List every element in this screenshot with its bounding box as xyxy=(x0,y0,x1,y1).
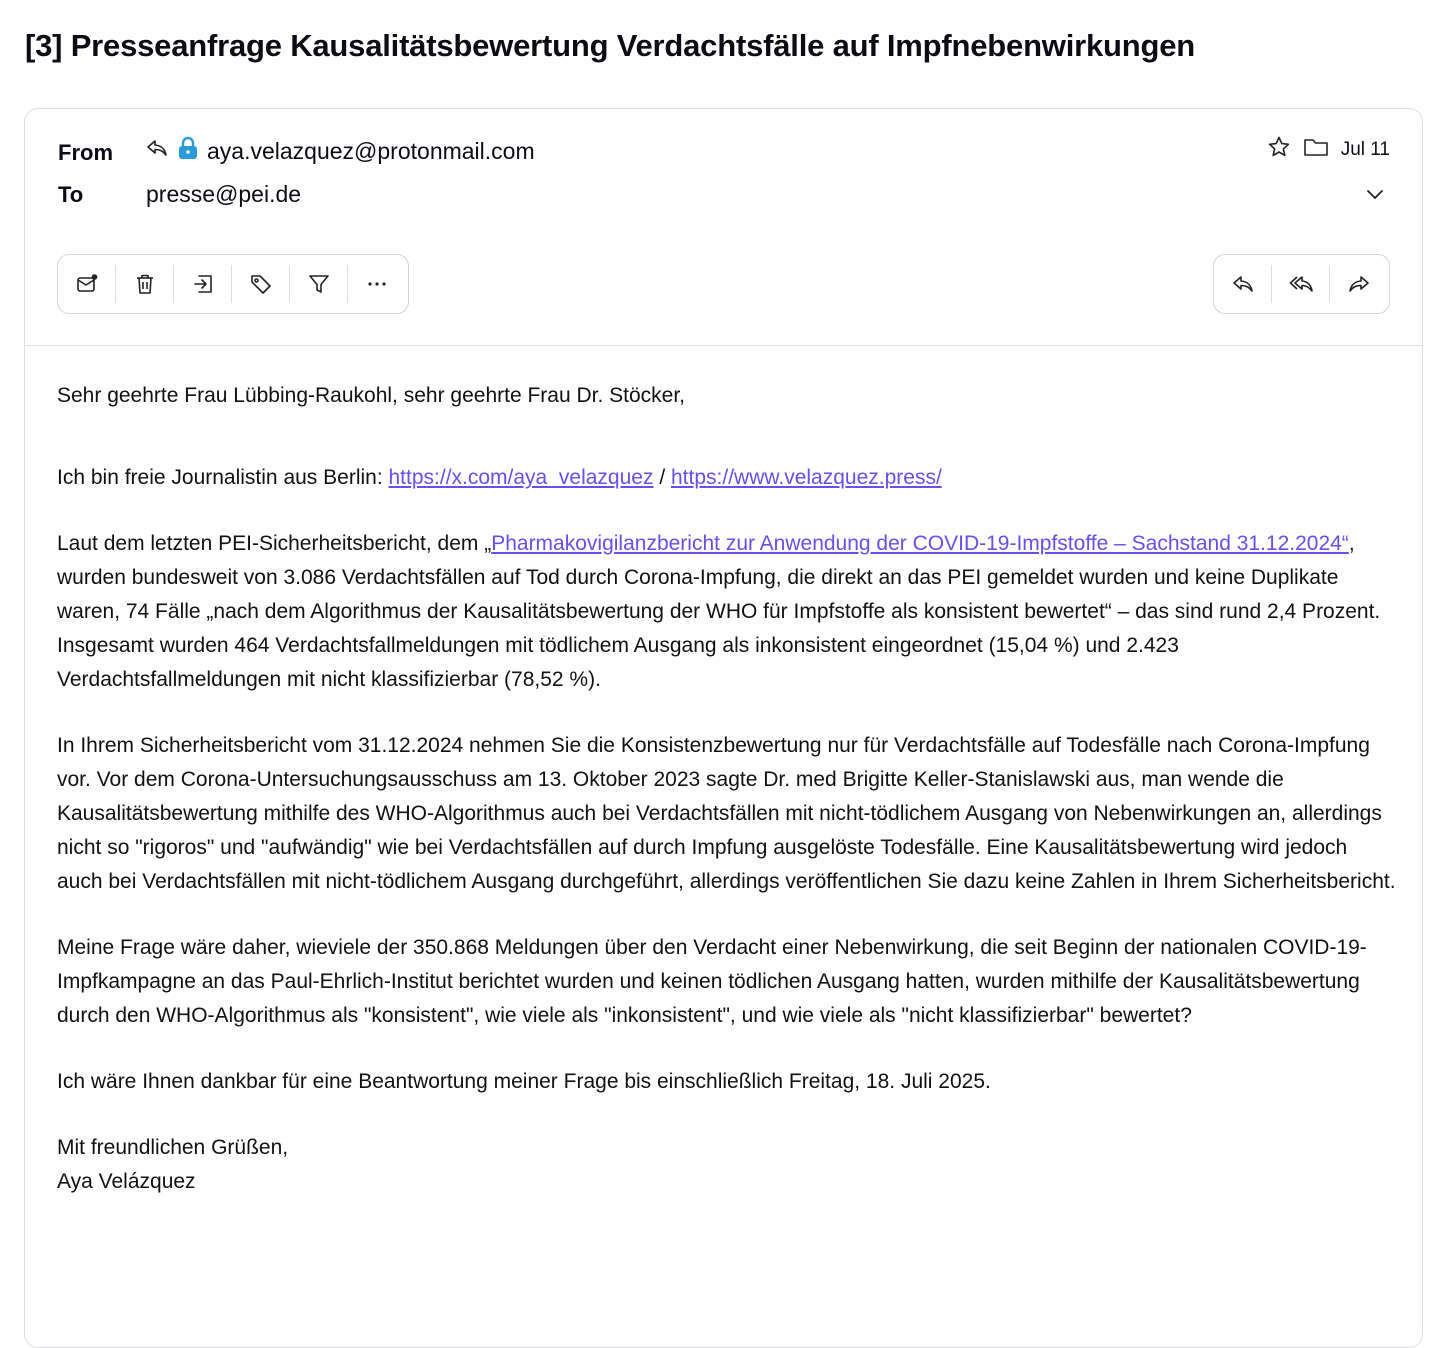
from-label: From xyxy=(58,140,113,165)
from-sender[interactable] xyxy=(145,136,535,166)
paragraph-1 xyxy=(57,527,1397,697)
mark-unread-icon xyxy=(75,272,99,296)
closing: Mit freundlichen Grüßen, xyxy=(57,1136,289,1159)
paragraph-3: Meine Frage wäre daher, wieviele der 350.868 Meldungen über den Verdacht einer Nebenwirkung, die seit Beginn der nationalen COVID-19-Impfkampagne an das Paul-Ehrlich-Institut berichtet wurden und keinen tödlichen Ausgang hatten, wurden mithilfe der Kausalitätsbewertung durch den WHO-Algorithmus als "konsistent", wie viele als "inkonsistent", und wie viele als "nicht klassifizierbar" bewertet? xyxy=(57,936,1367,1027)
delete-button[interactable] xyxy=(116,265,174,303)
paragraph-2: In Ihrem Sicherheitsbericht vom 31.12.2024 nehmen Sie die Konsistenzbewertung nur für Verdachtsfälle auf Todesfälle nach Corona-Impfung vor. Vor dem Corona-Untersuchungsausschuss am 13. Oktober 2023 sagte Dr. med Brigitte Keller-Stanislawski aus, man wende die Kausalitätsbewertung mithilfe des WHO-Algorithmus auch bei Verdachtsfällen mit nicht-tödlichem Ausgang von Nebenwirkungen an, allerdings nicht so "rigoros" und "aufwändig" wie bei Verdachtsfällen auf durch Impfung ausgelöste Todesfälle. Eine Kausalitätsbewertung wird jedoch auch bei Verdachtsfällen mit nicht-tödlichem Ausgang durchgeführt, allerdings veröffentlichen Sie dazu keine Zahlen in Ihrem Sicherheitsbericht. xyxy=(57,734,1396,893)
filter-icon xyxy=(307,272,331,296)
paragraph-4: Ich wäre Ihnen dankbar für eine Beantwortung meiner Frage bis einschließlich Freitag, 18. Juli 2025. xyxy=(57,1070,991,1093)
forward-icon xyxy=(1347,272,1371,296)
reply-actions-toolbar xyxy=(1213,254,1390,314)
more-button[interactable] xyxy=(348,265,406,303)
to-address[interactable]: presse@pei.de xyxy=(146,181,302,207)
p1-before: Laut dem letzten PEI-Sicherheitsbericht, dem „ xyxy=(57,532,492,555)
label-button[interactable] xyxy=(232,265,290,303)
p1-after: , wurden bundesweit von 3.086 Verdachtsfällen auf Tod durch Corona-Impfung, die direkt an das PEI gemeldet wurden und keine Duplikate waren, 74 Fälle „nach dem Algorithmus der Kausalitätsbewertung der WHO für Impfstoffe als konsistent bewertet“ – das sind rund 2,4 Prozent. Insgesamt wurden 464 Verdachtsfallmeldungen mit tödlichem Ausgang als inkonsistent eingeordnet (15,04 %) und 2.423 Verdachtsfallmeldungen mit nicht klassifizierbar (78,52 %). xyxy=(57,532,1381,691)
email-header xyxy=(25,109,1422,346)
email-subject: [3] Presseanfrage Kausalitätsbewertung Verdachtsfälle auf Impfnebenwirkungen xyxy=(25,28,1196,63)
x-profile-link[interactable]: https://x.com/aya_velazquez xyxy=(388,466,654,489)
signature: Aya Velázquez xyxy=(57,1170,196,1193)
message-meta xyxy=(1267,135,1390,165)
email-body xyxy=(57,379,1397,1199)
intro-paragraph xyxy=(57,461,1397,495)
more-icon xyxy=(365,272,389,296)
reply-all-icon xyxy=(1289,272,1313,296)
folder-icon[interactable] xyxy=(1303,135,1329,165)
website-link[interactable]: https://www.velazquez.press/ xyxy=(671,466,942,489)
reply-all-button[interactable] xyxy=(1272,265,1330,303)
trash-icon xyxy=(133,272,157,296)
intro-text: Ich bin freie Journalistin aus Berlin: xyxy=(57,466,389,489)
move-button[interactable] xyxy=(174,265,232,303)
message-date: Jul 11 xyxy=(1340,139,1390,160)
intro-separator: / xyxy=(653,466,671,489)
mark-unread-button[interactable] xyxy=(58,265,116,303)
label-icon xyxy=(249,272,273,296)
report-link[interactable]: Pharmakovigilanzbericht zur Anwendung der COVID-19-Impfstoffe – Sachstand 31.12.2024“ xyxy=(491,532,1349,555)
reply-icon xyxy=(145,136,169,166)
star-icon[interactable] xyxy=(1267,135,1291,165)
reply-button[interactable] xyxy=(1214,265,1272,303)
reply-icon xyxy=(1231,272,1255,296)
forward-button[interactable] xyxy=(1330,265,1388,303)
to-label: To xyxy=(58,182,84,207)
message-actions-toolbar xyxy=(57,254,409,314)
greeting: Sehr geehrte Frau Lübbing-Raukohl, sehr geehrte Frau Dr. Stöcker, xyxy=(57,384,686,407)
from-address: aya.velazquez@protonmail.com xyxy=(207,137,535,164)
move-icon xyxy=(191,272,215,296)
email-card xyxy=(24,108,1423,1348)
filter-button[interactable] xyxy=(290,265,348,303)
lock-icon xyxy=(177,136,199,166)
chevron-down-icon[interactable] xyxy=(1364,183,1386,205)
